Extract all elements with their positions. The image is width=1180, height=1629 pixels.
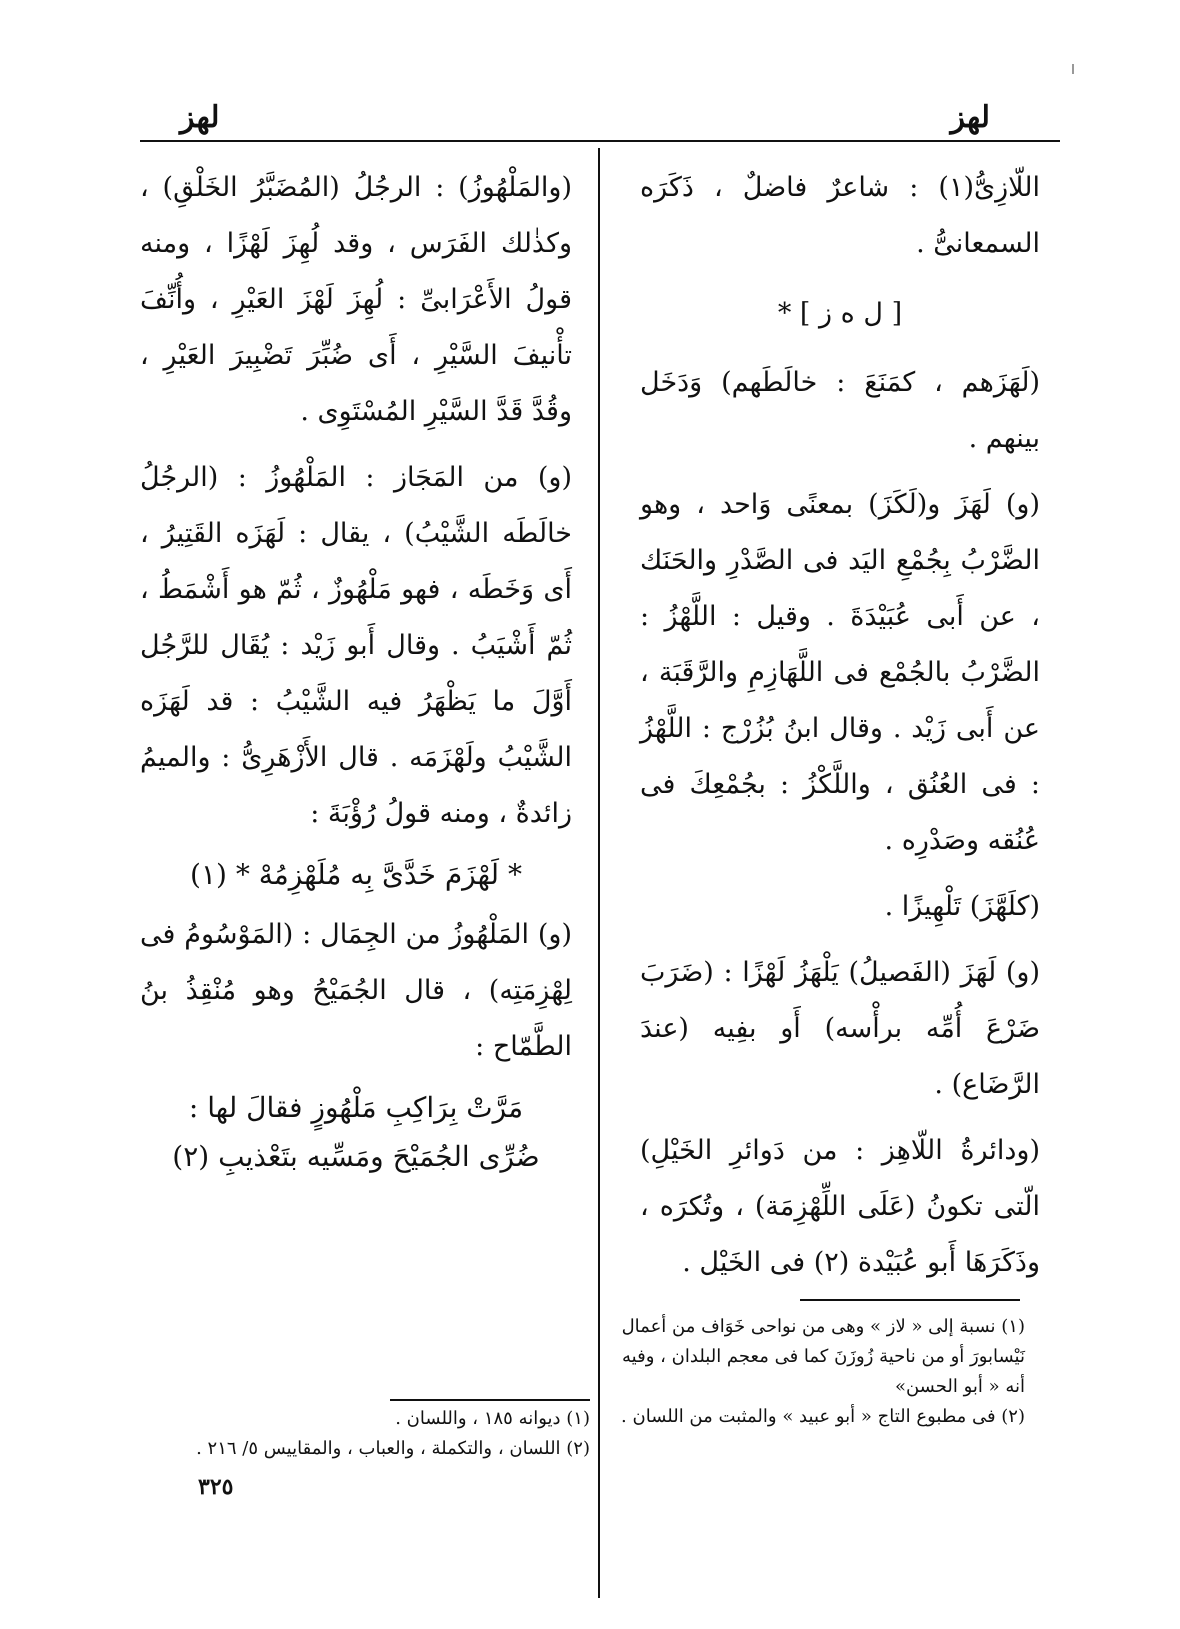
entry-paragraph: (كلَهَّزَ) تَلْهِيزًا . [884, 891, 1040, 922]
verse-quote: * لَهْزَمَ خَدَّىَّ بِه مُلَهْزِمُهْ * (١) [190, 858, 522, 891]
running-headword-left: لهز [180, 100, 220, 135]
verse-hemistich: مَرَّتْ بِرَاكِبِ مَلْهُوزٍ فقالَ لها : [188, 1091, 524, 1124]
entry-paragraph: (و) المَلْهُوزُ من الجِمَال : (المَوْسُومُ فى لِهْزِمَتِه) ، قال الجُمَيْحُ وهو مُنْقِذُ بنُ الطَّمّاح : [140, 919, 572, 1062]
verse-hemistich: ضُرِّى الجُمَيْحَ ومَسِّيه بتَعْذيبِ (٢) [172, 1140, 540, 1173]
column-divider [598, 148, 600, 1598]
footnote: (٢) فى مطبوع التاج « أبو عبيد » والمثبت من اللسان . [621, 1406, 1025, 1427]
footnotes-right [605, 1312, 1025, 1432]
entry-heading: [ ل ه ز ] * [777, 298, 903, 329]
intro-paragraph: اللّازِىُّ(١) : شاعرٌ فاضلٌ ، ذَكَرَه السمعانىُّ . [640, 172, 1040, 259]
running-headword-right: لهز [950, 100, 990, 135]
page-number: ٣٢٥ [198, 1474, 234, 1500]
entry-paragraph: (والمَلْهُوزُ) : الرجُلُ (المُضَبَّرُ الخَلْقِ) ، وكذٰلك الفَرَس ، وقد لُهِزَ لَهْزًا ، ومنه قولُ الأَعْرَابىِّ : لُهِزَ لَهْزَ العَيْرِ ، وأُنِّفَ تأْنيفَ السَّيْرِ ، أَى ضُبِّرَ تَضْبِيرَ العَيْرِ ، وقُدَّ قَدَّ السَّيْرِ المُسْتَوِى . [140, 172, 572, 427]
entry-paragraph: (لَهَزَهم ، كمَنَعَ : خالَطَهم) وَدَخَل بينهم . [640, 367, 1040, 454]
entry-paragraph: (ودائرةُ اللّاهِز : من دَوائرِ الخَيْلِ) الّتى تكونُ (عَلَى اللِّهْزِمَة) ، وتُكرَه ، وذَكَرَهَا أَبو عُبَيْدة (٢) فى الخَيْل . [640, 1135, 1040, 1278]
entry-paragraph: (و) لَهَزَ و(لَكَزَ) بمعنًى وَاحد ، وهو الضَّرْبُ بِجُمْعِ اليَد فى الصَّدْرِ والحَنَك ، عن أَبى عُبَيْدَةَ . وقيل : اللَّهْزُ : الضَّرْبُ بالجُمْع فى اللَّهَازِمِ والرَّقَبَة ، عن أَبى زَيْد . وقال ابنُ بُزُرْج : اللَّهْزُ : فى العُنُق ، واللَّكْزُ : بجُمْعِكَ فى عُنُقه وصَدْرِه . [640, 489, 1040, 856]
footnote-rule-right [800, 1299, 1020, 1301]
footnote-rule-left [390, 1399, 590, 1401]
footnote: (١) ديوانه ١٨٥ ، واللسان . [395, 1408, 590, 1429]
scan-mark [1072, 64, 1074, 74]
right-column [640, 160, 1040, 1301]
footnote: (١) نسبة إلى « لاز » وهى من نواحى خَوَاف من أعمال نَيْسابورَ أو من ناحية زُوزَنَ كما فى معجم البلدان ، وفيه أنه « أبو الحسن» [621, 1316, 1025, 1397]
entry-paragraph: (و) من المَجَاز : المَلْهُوزُ : (الرجُلُ خالَطَه الشَّيْبُ) ، يقال : لَهَزَه القَتِيرُ ، أَى وَخَطَه ، فهو مَلْهُوزٌ ، ثُمّ هو أَشْمَطُ ، ثُمّ أَشْيَبُ . وقال أَبو زَيْد : يُقَال للرَّجُل أَوَّلَ ما يَظْهَرُ فيه الشَّيْبُ : قد لَهَزَه الشَّيْبُ ولَهْزَمَه . قال الأَزْهَرِىُّ : والميمُ زائدةٌ ، ومنه قولُ رُؤْبَةَ : [140, 462, 572, 829]
footnote: (٢) اللسان ، والتكملة ، والعباب ، والمقاييس ٥/ ٢١٦ . [196, 1438, 590, 1459]
entry-paragraph: (و) لَهَزَ (الفَصيلُ) يَلْهَزُ لَهْزًا : (ضَرَبَ ضَرْعَ أُمِّه برأْسه) أَو بفِيه (عندَ الرَّضَاع) . [640, 957, 1040, 1100]
footnotes-left [160, 1404, 590, 1464]
header-rule [140, 140, 1060, 142]
left-column [140, 160, 572, 1189]
